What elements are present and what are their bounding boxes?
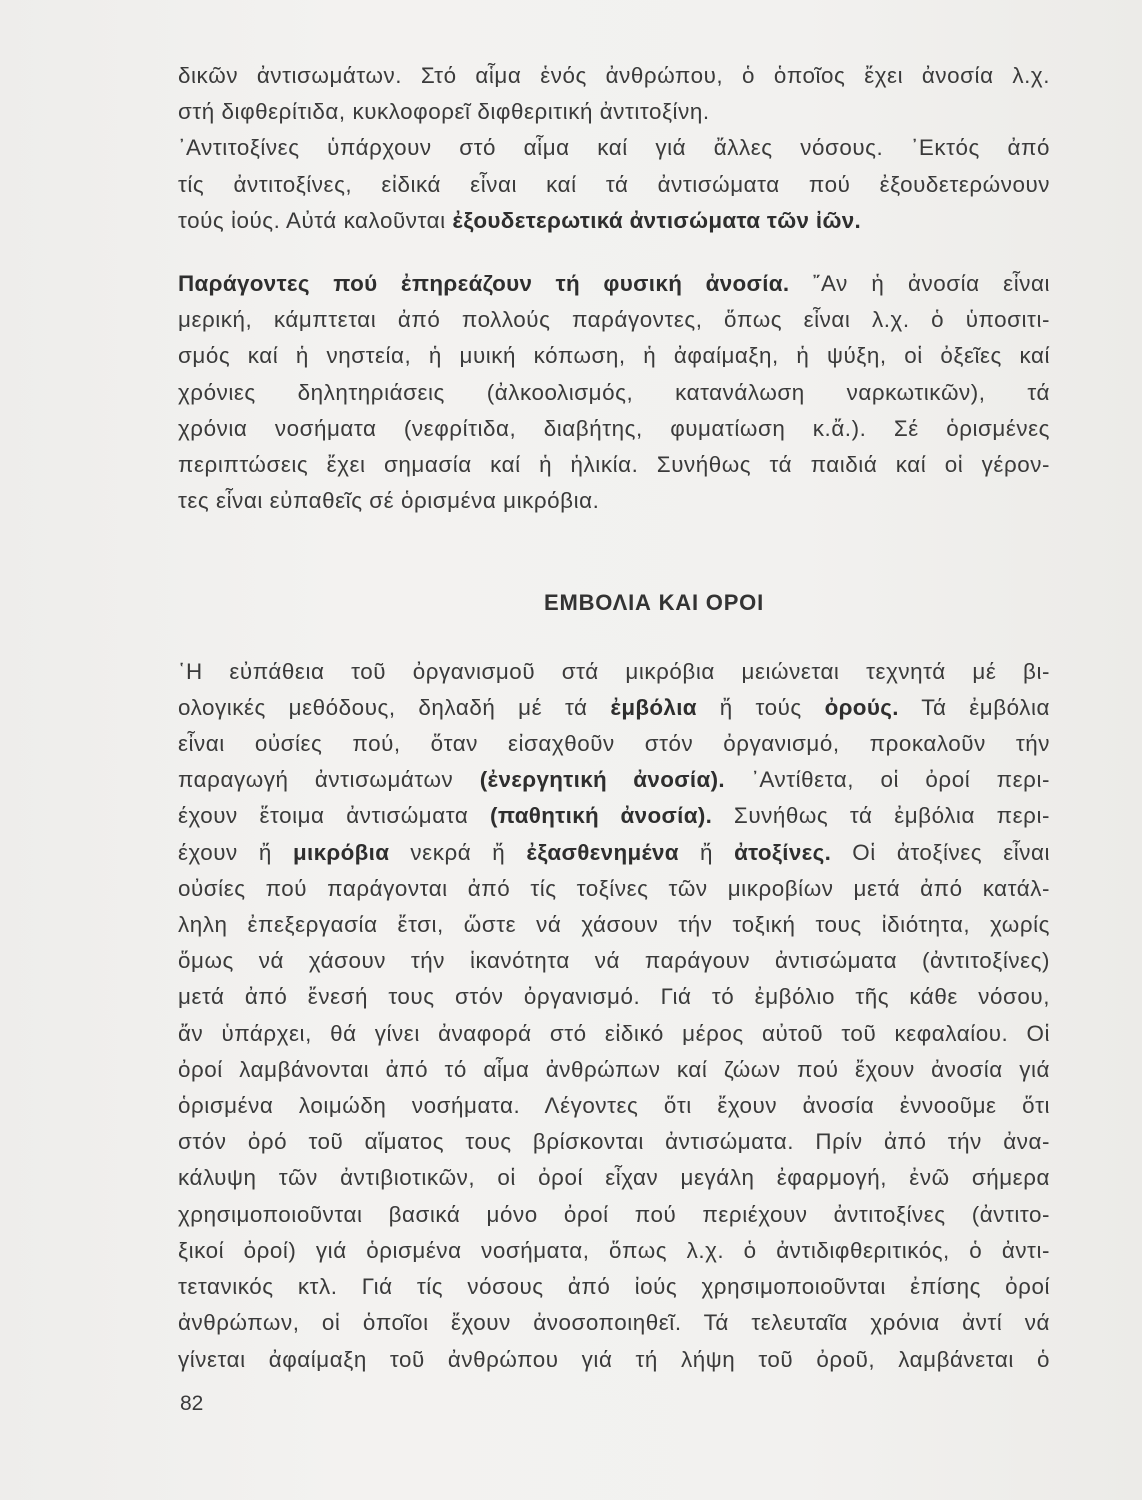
text-line: ξικοί ὀροί) γιά ὁρισμένα νοσήματα, ὅπως λ.χ. ὁ ἀντιδιφθεριτικός, ὁ ἀντι-	[178, 1237, 1050, 1263]
text-run: νεκρά ἤ	[389, 839, 527, 865]
bold-term: ἀτοξίνες.	[734, 839, 832, 865]
bold-term: ὀρούς.	[824, 694, 899, 720]
text-run: Οἱ ἀτοξίνες εἶναι	[831, 839, 1051, 865]
text-line: στόν ὀρό τοῦ αἵματος τους βρίσκονται ἀντισώματα. Πρίν ἀπό τήν ἀνα-	[178, 1129, 1050, 1155]
text-run: έχουν ἕτοιμα ἀντισώματα	[178, 803, 491, 829]
text-line: στή διφθερίτιδα, κυκλοφορεῖ διφθεριτική ἀντιτοξίνη.	[178, 99, 710, 125]
bold-term: ἐμβόλια	[610, 694, 697, 720]
text-line: τες εἶναι εὐπαθεῖς σέ ὁρισμένα μικρόβια.	[178, 488, 600, 514]
text-line: δικῶν ἀντισωμάτων. Στό αἷμα ἑνός ἀνθρώπου, ὁ ὁποῖος ἔχει ἀνοσία λ.χ.	[178, 63, 1050, 88]
bold-term: μικρόβια	[292, 839, 390, 865]
text-run: παραγωγή ἀντισωμάτων	[178, 767, 480, 793]
text-run: ολογικές μεθόδους, δηλαδή μέ τά	[178, 694, 611, 720]
paragraph-gap	[178, 239, 1050, 266]
text-line: περιπτώσεις ἔχει σημασία καί ἡ ἡλικία. Συνήθως τά παιδιά καί οἱ γέρον-	[178, 452, 1050, 478]
text-run: Τά ἐμβόλια	[898, 694, 1051, 720]
text-line: ὅμως νά χάσουν τήν ἱκανότητα νά παράγουν ἀντισώματα (ἀντιτοξίνες)	[178, 948, 1050, 974]
text-line: ᾽Αντιτοξίνες ὑπάρχουν στό αἷμα καί γιά ἄλλες νόσους. ᾽Εκτός ἀπό	[178, 135, 1050, 161]
bold-term: ἐξασθενημένα	[526, 839, 679, 865]
text-line	[178, 835, 1050, 871]
section-run-in-heading: Παράγοντες πού ἐπηρεάζουν τή φυσική ἀνοσία.	[178, 271, 790, 297]
text-line: χρόνιες δηλητηριάσεις (ἀλκοολισμός, κατανάλωση ναρκωτικῶν), τά	[178, 379, 1050, 405]
text-line: ὁρισμένα λοιμώδη νοσήματα. Λέγοντες ὅτι ἔχουν ἀνοσία ἐννοοῦμε ὅτι	[178, 1093, 1050, 1119]
text-line: ὀροί λαμβάνονται ἀπό τό αἷμα ἀνθρώπων καί ζώων πού ἔχουν ἀνοσία γιά	[178, 1056, 1050, 1082]
text-line	[178, 203, 1050, 239]
text-run: έχουν ἤ	[178, 839, 293, 865]
page-number: 82	[180, 1392, 204, 1415]
text-line: χρησιμοποιοῦνται βασικά μόνο ὀροί πού περιέχουν ἀντιτοξίνες (ἀντιτο-	[178, 1201, 1050, 1227]
text-line: ἄν ὑπάρχει, θά γίνει ἀναφορά στό εἰδικό μέρος αὐτοῦ τοῦ κεφαλαίου. Οἱ	[178, 1020, 1050, 1046]
text-run: ἤ τούς	[696, 694, 825, 720]
text-line: ληλη ἐπεξεργασία ἔτσι, ὥστε νά χάσουν τήν τοξική τους ἰδιότητα, χωρίς	[178, 912, 1050, 938]
text-run: ᾽Αντίθετα, οἱ ὀροί περι-	[724, 767, 1051, 793]
text-line: οὐσίες πού παράγονται ἀπό τίς τοξίνες τῶν μικροβίων μετά ἀπό κατάλ-	[178, 875, 1050, 901]
text-run: Συνήθως τά ἐμβόλια περι-	[712, 803, 1050, 829]
text-line: εἶναι οὐσίες πού, ὅταν εἰσαχθοῦν στόν ὀργανισμό, προκαλοῦν τήν	[178, 731, 1050, 757]
text-line	[178, 690, 1050, 726]
body-text	[178, 58, 1050, 1378]
bold-term: ἐξουδετερωτικά ἀντισώματα τῶν ἰῶν.	[452, 207, 862, 233]
text-line: μετά ἀπό ἔνεσή τους στόν ὀργανισμό. Γιά τό ἐμβόλιο τῆς κάθε νόσου,	[178, 984, 1050, 1010]
text-line: γίνεται ἀφαίμαξη τοῦ ἀνθρώπου γιά τή λήψη τοῦ ὀροῦ, λαμβάνεται ὁ	[178, 1346, 1050, 1372]
text-run: ἤ	[678, 839, 735, 865]
section-gap	[178, 622, 1050, 654]
text-line	[178, 798, 1050, 834]
text-line: τετανικός κτλ. Γιά τίς νόσους ἀπό ἰούς χρησιμοποιοῦνται ἐπίσης ὀροί	[178, 1274, 1050, 1300]
text-line: ῾Η εὐπάθεια τοῦ ὀργανισμοῦ στά μικρόβια μειώνεται τεχνητά μέ βι-	[178, 658, 1050, 684]
bold-term: (ἐνεργητική ἀνοσία).	[479, 767, 725, 793]
text-run: ῎Αν ἡ ἀνοσία εἶναι	[789, 271, 1050, 297]
section-gap	[178, 519, 1050, 585]
text-line: κάλυψη τῶν ἀντιβιοτικῶν, οἱ ὀροί εἶχαν μεγάλη ἐφαρμογή, ἐνῶ σήμερα	[178, 1165, 1050, 1191]
text-line	[178, 762, 1050, 798]
text-line	[178, 266, 1050, 302]
text-run: τούς ἰούς. Αὐτά καλοῦνται	[178, 207, 453, 233]
section-heading: ΕΜΒΟΛΙΑ ΚΑΙ ΟΡΟΙ	[543, 590, 764, 616]
text-line: σμός καί ἡ νηστεία, ἡ μυική κόπωση, ἡ ἀφαίμαξη, ἡ ψύξη, οἱ ὀξεῖες καί	[178, 343, 1050, 369]
bold-term: (παθητική ἀνοσία).	[490, 803, 713, 829]
text-line: τίς ἀντιτοξίνες, εἰδικά εἶναι καί τά ἀντισώματα πού ἐξουδετερώνουν	[178, 171, 1050, 197]
text-line: μερική, κάμπτεται ἀπό πολλούς παράγοντες, ὅπως εἶναι λ.χ. ὁ ὑποσιτι-	[178, 307, 1050, 333]
text-line: ἀνθρώπων, οἱ ὁποῖοι ἔχουν ἀνοσοποιηθεῖ. Τά τελευταῖα χρόνια ἀντί νά	[178, 1310, 1050, 1336]
text-line: χρόνια νοσήματα (νεφρίτιδα, διαβήτης, φυματίωση κ.ἄ.). Σέ ὁρισμένες	[178, 415, 1050, 441]
